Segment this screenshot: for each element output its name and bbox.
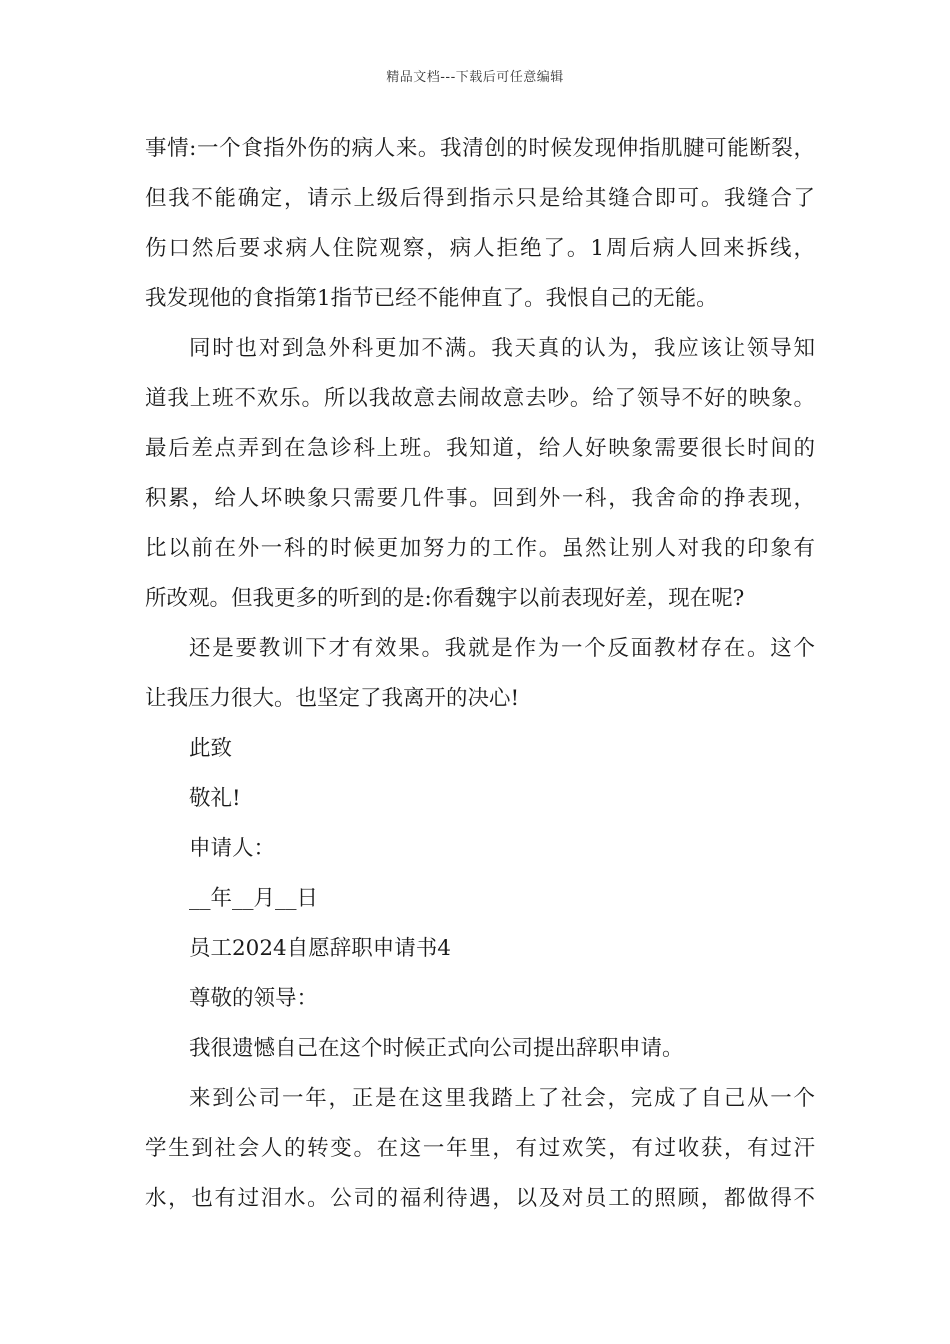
- text-line: 还是要教训下才有效果。我就是作为一个反面教材存在。这个: [189, 636, 815, 661]
- text-line: 水，也有过泪水。公司的福利待遇，以及对员工的照顾，都做得不: [145, 1186, 815, 1211]
- text-line: 积累，给人坏映象只需要几件事。回到外一科，我舍命的挣表现，: [145, 486, 815, 511]
- paragraph-5: [145, 1074, 815, 1224]
- salutation: [145, 974, 815, 1024]
- paragraph-1: [145, 124, 815, 324]
- text-line: 最后差点弄到在急诊科上班。我知道，给人好映象需要很长时间的: [145, 436, 815, 461]
- page-header: 精品文档---下载后可任意编辑: [386, 70, 564, 85]
- paragraph-3: [145, 624, 815, 724]
- paragraph-4: [145, 1024, 815, 1074]
- text-line: __年__月__日: [189, 886, 319, 911]
- text-line: 尊敬的领导：: [189, 986, 319, 1011]
- text-line: 我很遗憾自己在这个时候正式向公司提出辞职申请。: [189, 1036, 684, 1061]
- text-line: 此致: [189, 736, 233, 761]
- text-line: 让我压力很大。也坚定了我离开的决心!: [145, 686, 520, 711]
- closing-salute: [145, 774, 815, 824]
- paragraph-2: [145, 324, 815, 624]
- text-line: 事情:一个食指外伤的病人来。我清创的时候发现伸指肌腱可能断裂，: [145, 136, 815, 161]
- text-line: 来到公司一年，正是在这里我踏上了社会，完成了自己从一个: [189, 1086, 815, 1111]
- document-body: [145, 124, 815, 1224]
- section-heading: [145, 924, 815, 974]
- text-line: 所改观。但我更多的听到的是:你看魏宇以前表现好差，现在呢?: [145, 586, 745, 611]
- text-line: 同时也对到急外科更加不满。我天真的认为，我应该让领导知: [189, 336, 815, 361]
- applicant-label: [145, 824, 815, 874]
- text-line: 员工2024自愿辞职申请书4: [189, 936, 451, 961]
- text-line: 申请人：: [189, 836, 276, 861]
- text-line: 比以前在外一科的时候更加努力的工作。虽然让别人对我的印象有: [145, 536, 815, 561]
- text-line: 伤口然后要求病人住院观察，病人拒绝了。1周后病人回来拆线，: [145, 236, 815, 261]
- date-line: [145, 874, 815, 924]
- text-line: 敬礼!: [189, 786, 241, 811]
- text-line: 道我上班不欢乐。所以我故意去闹故意去吵。给了领导不好的映象。: [145, 386, 815, 411]
- text-line: 但我不能确定，请示上级后得到指示只是给其缝合即可。我缝合了: [145, 186, 815, 211]
- text-line: 我发现他的食指第1指节已经不能伸直了。我恨自己的无能。: [145, 286, 718, 311]
- closing-greeting: [145, 724, 815, 774]
- text-line: 学生到社会人的转变。在这一年里，有过欢笑，有过收获，有过汗: [145, 1136, 815, 1161]
